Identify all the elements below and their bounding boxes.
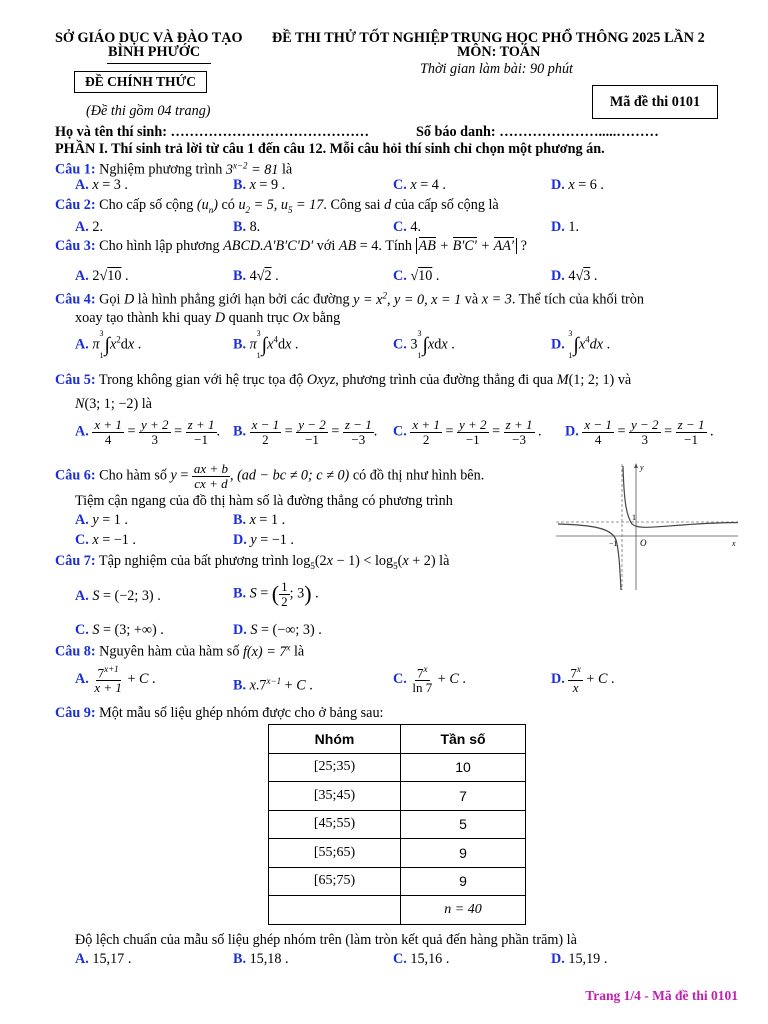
candidate-id-field: Số báo danh: ………………….....……… [416,124,659,140]
y-axis-label: y [640,463,644,472]
y-axis-arrow [634,463,638,468]
table-total-row: n = 40 [269,896,526,925]
q2-option-b[interactable]: B. 8. [233,219,261,235]
q9-option-b[interactable]: B. 15,18 . [233,951,289,967]
header-frequency: Tần số [401,725,526,754]
table-row: [35;45) 7 [269,782,526,811]
x-axis-label: x [732,539,736,548]
q4-option-c[interactable]: C. 3 3 1 ∫xdx . [393,329,455,360]
question-label: Câu 2: [55,197,96,213]
question-label: Câu 4: [55,291,96,308]
question-5: Câu 5: Trong không gian với hệ trục tọa độ Oxyz, phương trình của đường thẳng đi qua M(1; 2; 1) và [55,372,632,388]
frequency-table [268,724,526,925]
subject: MÔN: TOÁN [457,44,541,60]
tick-label-one: 1 [632,513,636,522]
question-7: Câu 7: Tập nghiệm của bất phương trình $\log_5(2x - 1) < \log_5(x + 2)$ là [55,553,450,571]
q4-option-a[interactable]: A. π 3 1 $\int x^2dx$ . [75,329,142,360]
exam-code: Mã đề thi 0101 [592,85,718,119]
q8-option-d[interactable]: D. $\frac{7^x}{x}$ + C . [551,664,615,695]
question-4: Câu 4: Gọi D là hình phẳng giới hạn bởi các đường $y = x^2$, y = 0, x = 1 và x = 3. Thể tích của khối tròn [55,290,644,308]
q3-option-b[interactable]: B. 4√2 . [233,268,279,284]
question-label: Câu 5: [55,372,96,388]
q1-option-a[interactable]: A. x = 3 . [75,177,128,193]
header-group: Nhóm [269,725,401,754]
q7-option-d[interactable]: D. S = (−∞; 3) . [233,622,322,638]
question-label: Câu 9: [55,705,96,721]
q6-option-d[interactable]: D. y = −1 . [233,532,294,548]
q9-option-a[interactable]: A. 15,17 . [75,951,132,967]
q2-option-d[interactable]: D. 1. [551,219,579,235]
table-row: [25;35) 10 [269,753,526,782]
province-name: BÌNH PHƯỚC [108,44,201,60]
q1-option-c[interactable]: C. x = 4 . [393,177,446,193]
hyperbola-graph [552,460,742,595]
question-3: Câu 3: Cho hình lập phương ABCD.A′B′C′D′ với AB = 4. Tính AB + B′C′ + AA′ ? [55,238,527,254]
q2-option-c[interactable]: C. 4. [393,219,421,235]
question-9-prompt: Độ lệch chuẩn của mẫu số liệu ghép nhóm trên (làm tròn kết quả đến hàng phần trăm) là [75,932,577,948]
tick-label-neg-one: −1 [609,539,618,548]
question-9: Câu 9: Một mẫu số liệu ghép nhóm được cho ở bảng sau: [55,705,384,721]
q6-option-a[interactable]: A. y = 1 . [75,512,128,528]
question-6: Câu 6: Cho hàm số y = $\frac{ax + b}{cx + d}$ , (ad − bc ≠ 0; c ≠ 0) có đồ thị như hình bên. [55,461,485,491]
table-row: [55;65) 9 [269,839,526,868]
department-name: SỞ GIÁO DỤC VÀ ĐÀO TẠO [55,30,243,46]
q5-option-a[interactable]: A. $\frac{x + 1}{4}$ = $\frac{y + 2}{3}$ = $\frac{z + 1}{-1}$ . [75,417,221,447]
part1-heading: PHẦN I. Thí sinh trả lời từ câu 1 đến câu 12. Mỗi câu hỏi thí sinh chỉ chọn một phương án. [55,141,605,157]
origin-label: O [640,538,647,548]
q5-option-c[interactable]: C. $\frac{x + 1}{2}$ = $\frac{y + 2}{-1}$ = $\frac{z + 1}{-3}$ . [393,417,542,447]
exam-duration: Thời gian làm bài: 90 phút [420,61,574,77]
question-4-line2: xoay tạo thành khi quay D quanh trục Ox bằng [75,310,341,326]
official-label: ĐỀ CHÍNH THỨC [74,71,207,93]
question-label: Câu 3: [55,238,96,254]
q1-option-d[interactable]: D. x = 6 . [551,177,604,193]
q6-option-c[interactable]: C. x = −1 . [75,532,136,548]
q9-option-c[interactable]: C. 15,16 . [393,951,450,967]
q8-option-c[interactable]: C. $\frac{7^x}{\ln 7}$ + C . [393,664,466,695]
q5-option-d[interactable]: D. $\frac{x - 1}{4}$ = $\frac{y - 2}{3}$ = $\frac{z - 1}{-1}$ . [565,417,714,447]
q7-option-b[interactable]: B. S = ( $\frac{1}{2}$ ; 3) . [233,579,319,609]
table-row: [65;75) 9 [269,867,526,896]
table-header-row [269,725,526,754]
question-1: Câu 1: Nghiệm phương trình $3^{x-2} = 81$ là [55,160,293,178]
q3-option-d[interactable]: D. 4√3 . [551,268,598,284]
pages-note: (Đề thi gồm 04 trang) [86,103,211,119]
q2-option-a[interactable]: A. 2. [75,219,103,235]
question-5-line2: N(3; 1; −2) là [75,396,152,412]
q3-option-c[interactable]: C. √10 . [393,268,440,284]
q6-option-b[interactable]: B. x = 1 . [233,512,286,528]
question-text: Nghiệm phương trình [99,161,223,178]
question-label: Câu 6: [55,467,96,484]
candidate-name-field: Họ và tên thí sinh: …………………………………… [55,124,370,140]
q4-option-d[interactable]: D. 3 1 $\int x^4dx$ . [551,329,611,360]
q1-option-b[interactable]: B. x = 9 . [233,177,286,193]
table-row: [45;55) 5 [269,810,526,839]
q3-option-a[interactable]: A. 2√10 . [75,268,129,284]
question-text: là [281,161,293,178]
question-8: Câu 8: Nguyên hàm của hàm số $f(x) = 7^x$ là [55,642,305,660]
right-branch [623,466,738,527]
header-underline [107,63,211,64]
q4-option-b[interactable]: B. π 3 1 $\int x^4dx$ . [233,329,299,360]
q8-option-a[interactable]: A. $\frac{7^{x+1}}{x + 1}$ + C . [75,664,156,695]
question-6-line2: Tiệm cận ngang của đồ thị hàm số là đường thẳng có phương trình [75,493,453,509]
question-label: Câu 1: [55,161,96,178]
question-2: Câu 2: Cho cấp số cộng $(u_n)$ có $u_2 = 5$, $u_5 = 17$. Công sai d của cấp số cộng là [55,197,499,215]
q9-option-d[interactable]: D. 15,19 . [551,951,608,967]
exam-title: ĐỀ THI THỬ TỐT NGHIỆP TRUNG HỌC PHỔ THÔNG 2025 LẦN 2 [272,30,705,46]
question-text: Cho cấp số cộng [99,197,194,213]
page-footer: Trang 1/4 - Mã đề thi 0101 [585,988,738,1003]
left-branch [558,524,621,590]
q7-option-c[interactable]: C. S = (3; +∞) . [75,622,164,638]
question-label: Câu 7: [55,553,96,569]
q5-option-b[interactable]: B. $\frac{x - 1}{2}$ = $\frac{y - 2}{-1}$ = $\frac{z - 1}{-3}$ . [233,417,378,447]
q7-option-a[interactable]: A. S = (−2; 3) . [75,588,161,604]
question-label: Câu 8: [55,643,96,660]
q8-option-b[interactable]: B. $x.7^{x-1} + C$ . [233,676,313,694]
